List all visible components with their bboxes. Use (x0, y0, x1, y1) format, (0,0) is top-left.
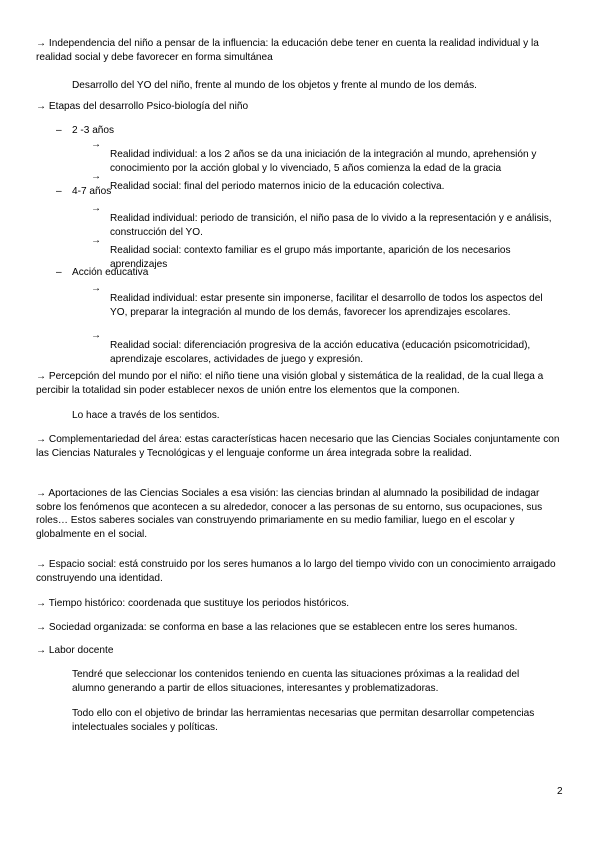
paragraph-desarrollo-yo: Desarrollo del YO del niño, frente al mundo de los objetos y frente al mundo de los demás. (72, 80, 477, 91)
arrow-glyph: → (36, 101, 47, 112)
paragraph-tiempo: → Tiempo histórico: coordenada que sustituye los periodos históricos. (36, 598, 350, 609)
paragraph-etapas: → Etapas del desarrollo Psico-biología del niño (36, 101, 249, 112)
arrow-glyph: → (36, 645, 47, 656)
arrow-glyph: → (91, 139, 102, 150)
stage-label: Acción educativa (72, 267, 149, 278)
arrow-glyph: → (36, 559, 47, 570)
arrow-glyph: → (91, 235, 102, 246)
stage-label: 4-7 años (72, 186, 112, 197)
dash-bullet: – (56, 125, 62, 136)
stage-item: Realidad individual: a los 2 años se da una iniciación de la integración al mundo, aprehensión y conocimiento por la acción global y lo vivenciado, 5 años comienza la edad de la gracia (110, 149, 537, 174)
stage-item: Realidad social: diferenciación progresiva de la acción educativa (educación psicomotricidad), aprendizaje escolares, actividades de juego y expresión. (110, 340, 531, 365)
paragraph-sociedad: → Sociedad organizada: se conforma en base a las relaciones que se establecen entre los seres humanos. (36, 622, 518, 633)
paragraph-labor-1: Tendré que seleccionar los contenidos teniendo en cuenta las situaciones próximas a la realidad del alumno generando a partir de ellos situaciones, interesantes y problematizadoras. (72, 669, 520, 694)
dash-bullet: – (56, 186, 62, 197)
stage-item: Realidad social: final del periodo maternos inicio de la educación colectiva. (110, 181, 445, 193)
arrow-glyph: → (36, 622, 47, 633)
page-number: 2 (557, 786, 563, 797)
paragraph-aportaciones: → Aportaciones de las Ciencias Sociales a esa visión: las ciencias brindan al alumnado la posibilidad de indagar sobre los fenómenos que acontecen a su alrededor, conocer a las personas de su entorno, sus ocupaciones, sus roles… Estos saberes sociales van construyendo primariamente en su medio familiar, luego en el escolar y globalmente en el social. (36, 488, 543, 540)
arrow-glyph: → (36, 371, 47, 382)
arrow-glyph: → (36, 38, 47, 49)
paragraph-labor-2: Todo ello con el objetivo de brindar las herramientas necesarias que permitan desarrollar competencias intelectuales sociales y políticas. (72, 708, 535, 733)
arrow-glyph: → (91, 171, 102, 182)
arrow-glyph: → (91, 330, 102, 341)
arrow-glyph: → (36, 598, 47, 609)
paragraph-espacio: → Espacio social: está construido por los seres humanos a lo largo del tiempo vivido con un conocimiento arraigado construyendo una identidad. (36, 559, 556, 584)
stage-item: Realidad social: contexto familiar es el grupo más importante, aparición de los necesarios aprendizajes (110, 245, 511, 270)
paragraph-percepcion: → Percepción del mundo por el niño: el niño tiene una visión global y sistemática de la realidad, de la cual llega a percibir la totalidad sin poder establecer nexos de unión entre los elementos que la componen. (36, 371, 544, 396)
paragraph-complementariedad: → Complementariedad del área: estas características hacen necesario que las Ciencias Sociales conjuntamente con las Ciencias Naturales y Tecnológicas y el lenguaje conforme un área integrada sobre la realidad. (36, 434, 560, 459)
paragraph-labor: → Labor docente (36, 645, 114, 656)
arrow-glyph: → (36, 434, 47, 445)
paragraph-independencia: → Independencia del niño a pensar de la influencia: la educación debe tener en cuenta la realidad individual y la realidad social y debe favorecer en forma simultánea (36, 38, 539, 63)
paragraph-sentidos: Lo hace a través de los sentidos. (72, 410, 220, 421)
stage-item: Realidad individual: periodo de transición, el niño pasa de lo vivido a la representación y e análisis, construcción del YO. (110, 213, 552, 238)
stage-item: Realidad individual: estar presente sin imponerse, facilitar el desarrollo de todos los aspectos del YO, preparar la integración al mundo de los demás, favorecer los aprendizajes escolares. (110, 293, 543, 318)
stage-label: 2 -3 años (72, 125, 115, 136)
arrow-glyph: → (36, 488, 47, 499)
arrow-glyph: → (91, 203, 102, 214)
dash-bullet: – (56, 267, 62, 278)
arrow-glyph: → (91, 283, 102, 294)
